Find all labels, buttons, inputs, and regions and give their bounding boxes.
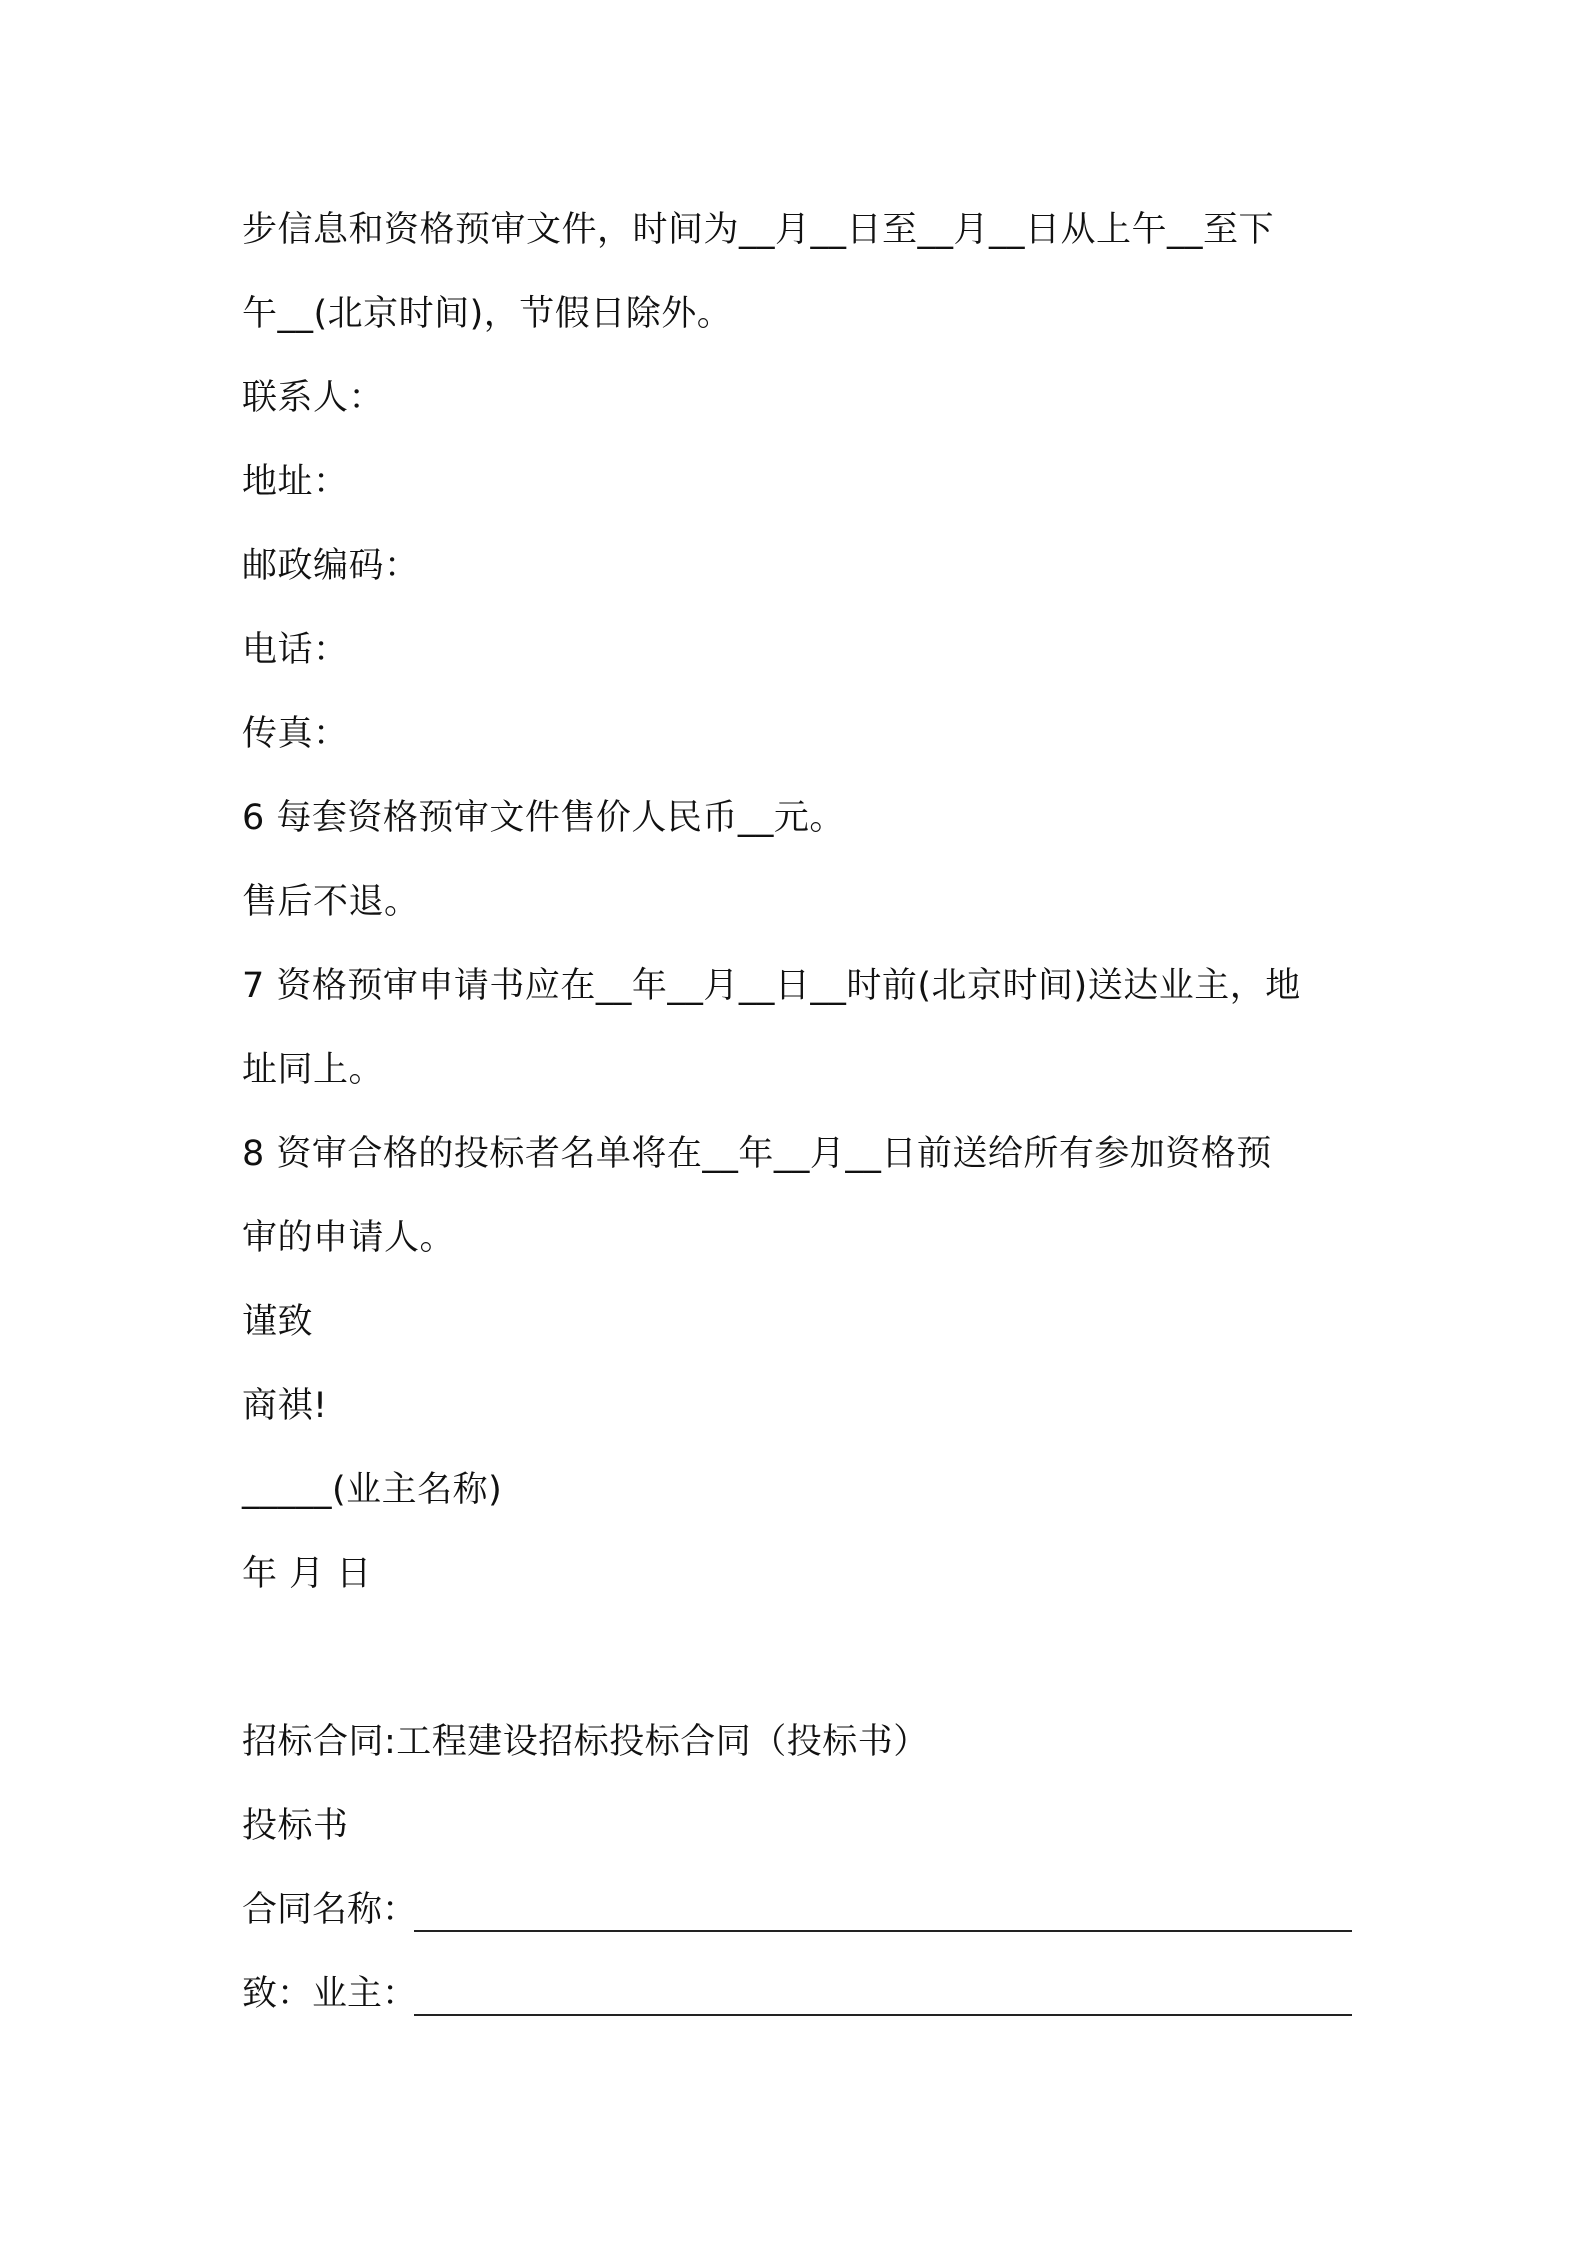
phone-label: 电话： (242, 630, 349, 670)
contract-name-underline (414, 1930, 1352, 1932)
closing-salutation: 谨致 (242, 1302, 314, 1342)
body-text-line: 6 每套资格预审文件售价人民币__元。 (242, 798, 845, 838)
postal-code-label: 邮政编码： (242, 546, 420, 586)
section-title: 招标合同:工程建设招标投标合同（投标书） (242, 1722, 929, 1762)
owner-label: 致：业主： (242, 1974, 418, 2014)
body-text-line: 步信息和资格预审文件，时间为__月__日至__月__日从上午__至下 (242, 210, 1275, 250)
section-subtitle: 投标书 (242, 1806, 349, 1846)
body-text-line: 午__(北京时间)，节假日除外。 (242, 294, 733, 334)
owner-underline (414, 2014, 1352, 2016)
body-text-line: 7 资格预审申请书应在__年__月__日__时前(北京时间)送达业主，地 (242, 966, 1301, 1006)
contact-person-label: 联系人： (242, 378, 385, 418)
address-label: 地址： (242, 462, 349, 502)
contract-name-field (242, 1886, 1352, 1934)
body-text-line: 审的申请人。 (242, 1218, 456, 1258)
body-text-line: 8 资审合格的投标者名单将在__年__月__日前送给所有参加资格预 (242, 1134, 1272, 1174)
contract-name-label: 合同名称： (242, 1890, 418, 1930)
closing-wishes: 商祺! (242, 1386, 328, 1426)
body-text-line: 址同上。 (242, 1050, 385, 1090)
date-line: 年 月 日 (242, 1554, 372, 1594)
fax-label: 传真： (242, 714, 349, 754)
body-text-line: 售后不退。 (242, 882, 420, 922)
owner-name-line: _____(业主名称) (242, 1470, 503, 1510)
owner-field (242, 1970, 1352, 2018)
